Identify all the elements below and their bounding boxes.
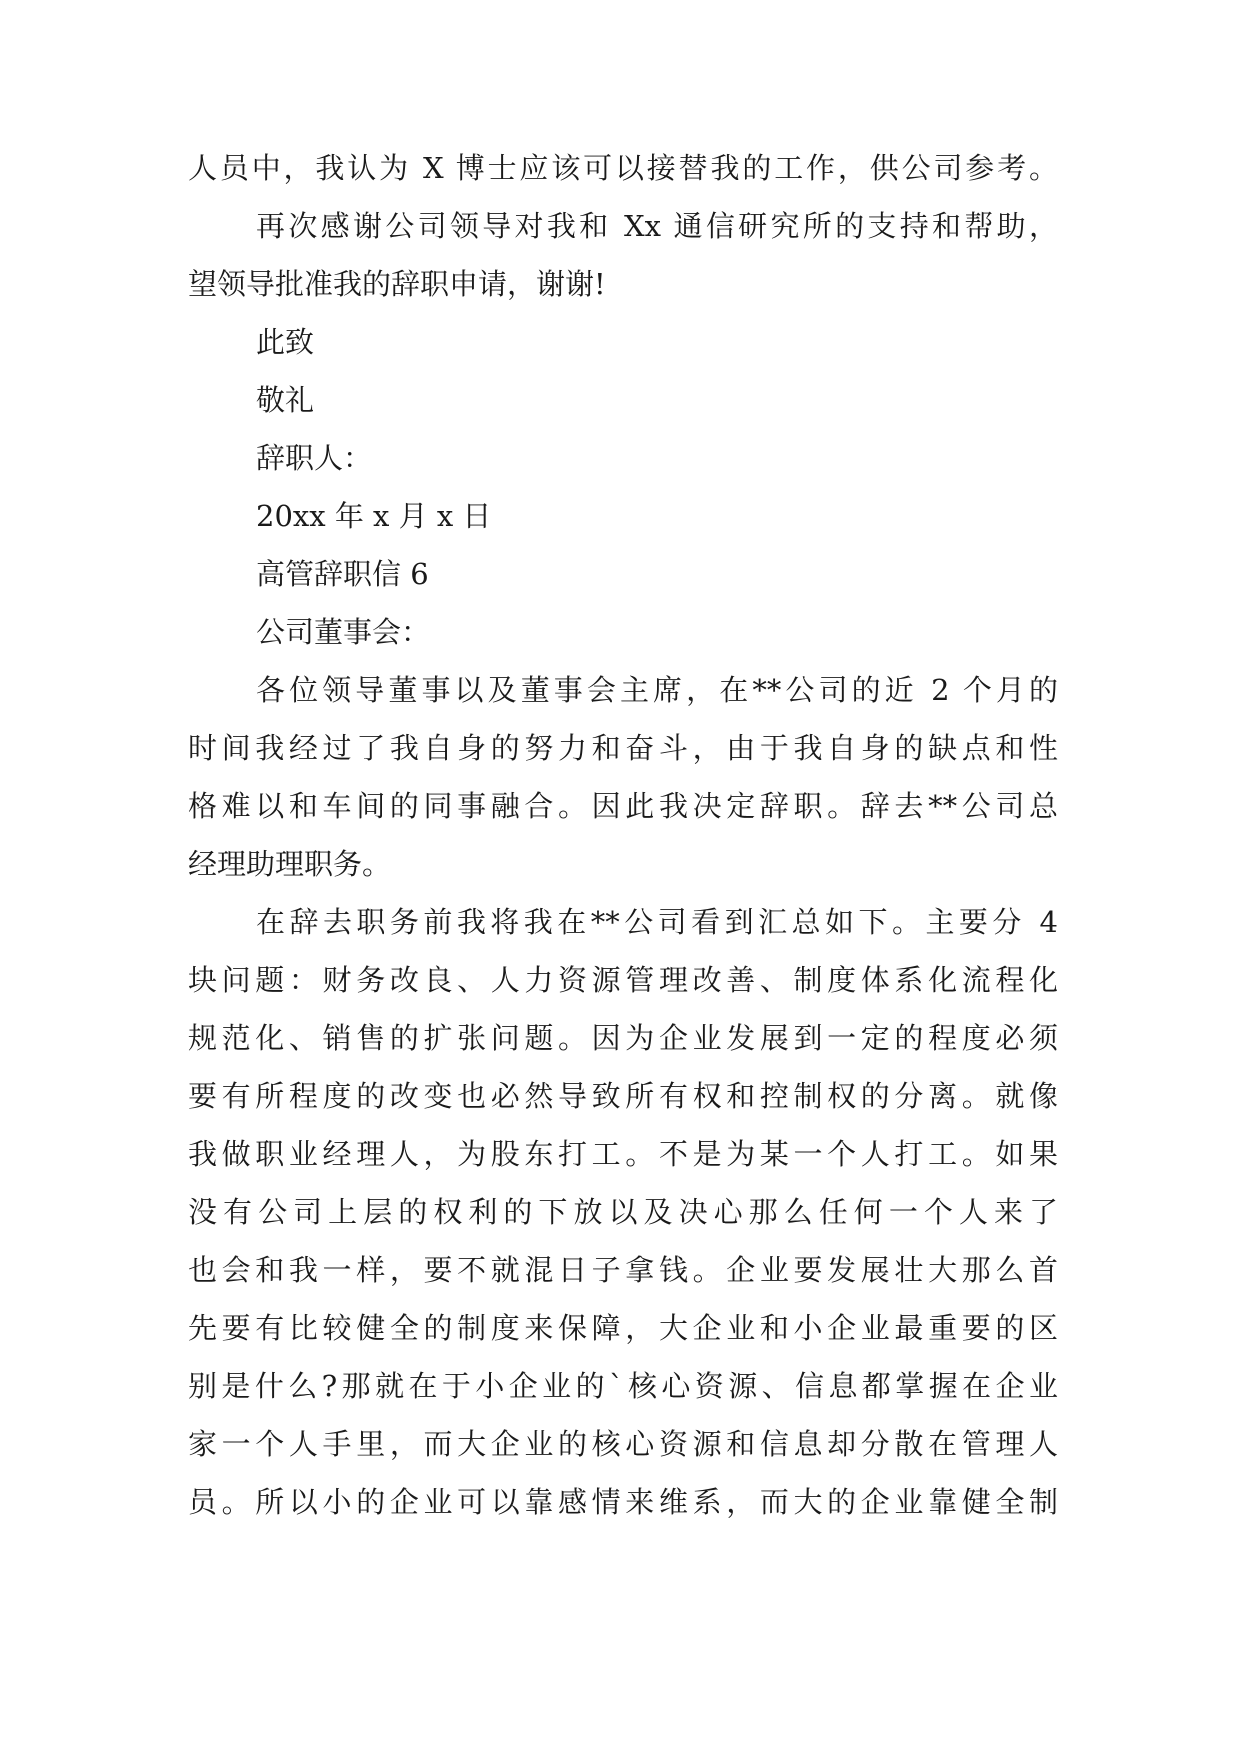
text-line: 20xx 年 x 月 x 日 bbox=[256, 499, 492, 533]
text-line: 高管辞职信 6 bbox=[256, 557, 429, 591]
text-line: 我做职业经理人，为股东打工。不是为某一个人打工。如果 bbox=[188, 1137, 1058, 1171]
text-line: 块问题：财务改良、人力资源管理改善、制度体系化流程化 bbox=[188, 963, 1058, 997]
text-line: 再次感谢公司领导对我和 Xx 通信研究所的支持和帮助， bbox=[256, 209, 1058, 243]
text-line: 此致 bbox=[256, 325, 315, 359]
text-line: 敬礼 bbox=[256, 383, 315, 417]
text-line: 没有公司上层的权利的下放以及决心那么任何一个人来了 bbox=[188, 1195, 1058, 1229]
text-line: 经理助理职务。 bbox=[188, 847, 392, 881]
text-line: 规范化、销售的扩张问题。因为企业发展到一定的程度必须 bbox=[188, 1021, 1058, 1055]
text-line: 员。所以小的企业可以靠感情来维系，而大的企业靠健全制 bbox=[188, 1485, 1058, 1519]
text-line: 各位领导董事以及董事会主席，在**公司的近 2 个月的 bbox=[256, 673, 1058, 707]
text-line: 格难以和车间的同事融合。因此我决定辞职。辞去**公司总 bbox=[188, 789, 1058, 823]
text-line: 公司董事会： bbox=[256, 615, 431, 649]
text-line: 先要有比较健全的制度来保障，大企业和小企业最重要的区 bbox=[188, 1311, 1058, 1345]
text-line: 在辞去职务前我将我在**公司看到汇总如下。主要分 4 bbox=[256, 905, 1058, 939]
text-line: 也会和我一样，要不就混日子拿钱。企业要发展壮大那么首 bbox=[188, 1253, 1058, 1287]
text-line: 家一个人手里，而大企业的核心资源和信息却分散在管理人 bbox=[188, 1427, 1058, 1461]
text-line: 时间我经过了我自身的努力和奋斗，由于我自身的缺点和性 bbox=[188, 731, 1058, 765]
text-line: 人员中，我认为 X 博士应该可以接替我的工作，供公司参考。 bbox=[188, 151, 1058, 185]
text-line: 要有所程度的改变也必然导致所有权和控制权的分离。就像 bbox=[188, 1079, 1058, 1113]
text-line: 辞职人： bbox=[256, 441, 373, 475]
text-line: 望领导批准我的辞职申请，谢谢! bbox=[188, 267, 606, 301]
text-line: 别是什么?那就在于小企业的`核心资源、信息都掌握在企业 bbox=[188, 1369, 1058, 1403]
